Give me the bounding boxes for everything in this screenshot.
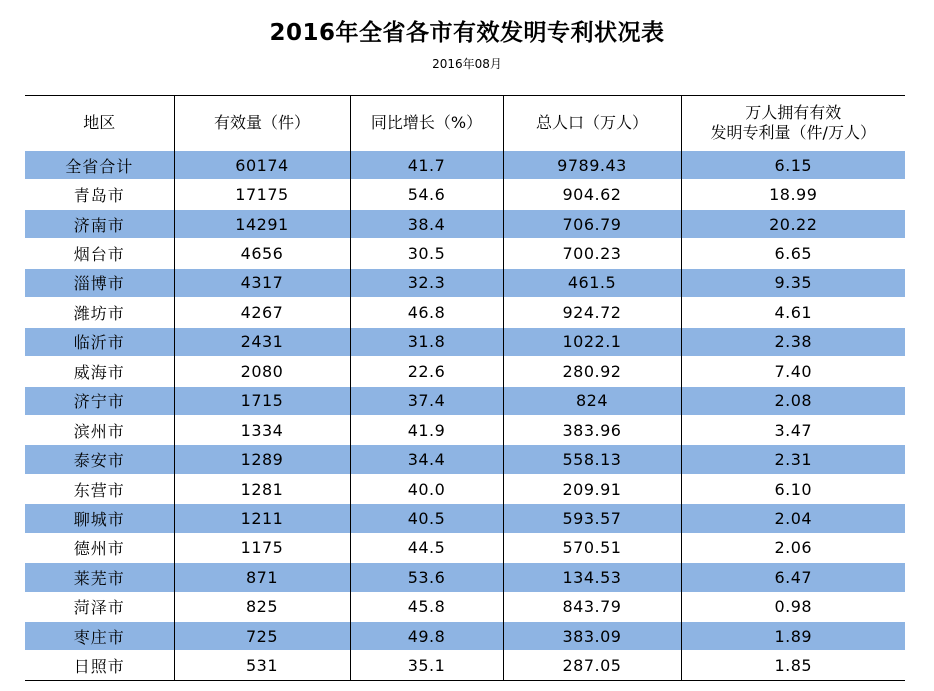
valid-count-cell: 1715: [174, 386, 350, 415]
population-cell: 209.91: [503, 474, 681, 503]
per-capita-cell: 2.06: [681, 533, 905, 562]
per-capita-cell: 6.65: [681, 239, 905, 268]
population-cell: 1022.1: [503, 327, 681, 356]
table-row: [25, 533, 905, 562]
per-capita-cell: 18.99: [681, 180, 905, 209]
region-cell: 潍坊市: [25, 298, 174, 327]
population-cell: 461.5: [503, 268, 681, 297]
table-row: [25, 445, 905, 474]
header-population: 总人口（万人）: [503, 96, 681, 151]
page-subtitle: 2016年08月: [432, 57, 502, 71]
growth-cell: 32.3: [350, 268, 503, 297]
valid-count-cell: 4317: [174, 268, 350, 297]
growth-cell: 31.8: [350, 327, 503, 356]
population-cell: 824: [503, 386, 681, 415]
table-body: [25, 151, 905, 681]
table-row: [25, 651, 905, 680]
region-cell: 济南市: [25, 209, 174, 238]
growth-cell: 49.8: [350, 622, 503, 651]
valid-count-cell: 1211: [174, 504, 350, 533]
region-cell: 临沂市: [25, 327, 174, 356]
growth-cell: 37.4: [350, 386, 503, 415]
growth-cell: 35.1: [350, 651, 503, 680]
valid-count-cell: 531: [174, 651, 350, 680]
growth-cell: 34.4: [350, 445, 503, 474]
per-capita-cell: 20.22: [681, 209, 905, 238]
population-cell: 134.53: [503, 563, 681, 592]
region-cell: 滨州市: [25, 415, 174, 444]
region-cell: 淄博市: [25, 268, 174, 297]
per-capita-cell: 2.31: [681, 445, 905, 474]
population-cell: 558.13: [503, 445, 681, 474]
per-capita-cell: 3.47: [681, 415, 905, 444]
table-row: [25, 357, 905, 386]
region-cell: 德州市: [25, 533, 174, 562]
region-cell: 枣庄市: [25, 622, 174, 651]
growth-cell: 30.5: [350, 239, 503, 268]
valid-count-cell: 4656: [174, 239, 350, 268]
growth-cell: 41.7: [350, 151, 503, 180]
per-capita-cell: 0.98: [681, 592, 905, 621]
table-row: [25, 268, 905, 297]
population-cell: 593.57: [503, 504, 681, 533]
region-cell: 威海市: [25, 357, 174, 386]
patent-table: [25, 95, 905, 681]
header-per-capita-line1: 万人拥有有效: [745, 103, 842, 122]
table-row: [25, 239, 905, 268]
per-capita-cell: 1.89: [681, 622, 905, 651]
region-cell: 济宁市: [25, 386, 174, 415]
region-cell: 全省合计: [25, 151, 174, 180]
table-row: [25, 386, 905, 415]
table-row: [25, 209, 905, 238]
per-capita-cell: 6.47: [681, 563, 905, 592]
region-cell: 青岛市: [25, 180, 174, 209]
table-header-row: [25, 96, 905, 151]
region-cell: 泰安市: [25, 445, 174, 474]
region-cell: 莱芜市: [25, 563, 174, 592]
valid-count-cell: 2431: [174, 327, 350, 356]
valid-count-cell: 2080: [174, 357, 350, 386]
growth-cell: 22.6: [350, 357, 503, 386]
table-row: [25, 504, 905, 533]
valid-count-cell: 825: [174, 592, 350, 621]
header-per-capita-line2: 发明专利量（件/万人）: [710, 123, 876, 142]
growth-cell: 38.4: [350, 209, 503, 238]
per-capita-cell: 9.35: [681, 268, 905, 297]
valid-count-cell: 60174: [174, 151, 350, 180]
growth-cell: 44.5: [350, 533, 503, 562]
population-cell: 904.62: [503, 180, 681, 209]
per-capita-cell: 2.04: [681, 504, 905, 533]
growth-cell: 45.8: [350, 592, 503, 621]
table-row: [25, 151, 905, 180]
valid-count-cell: 14291: [174, 209, 350, 238]
population-cell: 9789.43: [503, 151, 681, 180]
population-cell: 706.79: [503, 209, 681, 238]
growth-cell: 40.0: [350, 474, 503, 503]
per-capita-cell: 2.38: [681, 327, 905, 356]
table-row: [25, 415, 905, 444]
valid-count-cell: 1281: [174, 474, 350, 503]
growth-cell: 54.6: [350, 180, 503, 209]
region-cell: 烟台市: [25, 239, 174, 268]
valid-count-cell: 871: [174, 563, 350, 592]
header-growth: 同比增长（%）: [350, 96, 503, 151]
population-cell: 287.05: [503, 651, 681, 680]
region-cell: 东营市: [25, 474, 174, 503]
header-valid-count: 有效量（件）: [174, 96, 350, 151]
valid-count-cell: 1175: [174, 533, 350, 562]
per-capita-cell: 4.61: [681, 298, 905, 327]
valid-count-cell: 1289: [174, 445, 350, 474]
per-capita-cell: 6.15: [681, 151, 905, 180]
per-capita-cell: 1.85: [681, 651, 905, 680]
population-cell: 280.92: [503, 357, 681, 386]
population-cell: 924.72: [503, 298, 681, 327]
valid-count-cell: 1334: [174, 415, 350, 444]
per-capita-cell: 7.40: [681, 357, 905, 386]
population-cell: 843.79: [503, 592, 681, 621]
valid-count-cell: 725: [174, 622, 350, 651]
population-cell: 383.96: [503, 415, 681, 444]
valid-count-cell: 17175: [174, 180, 350, 209]
growth-cell: 53.6: [350, 563, 503, 592]
growth-cell: 46.8: [350, 298, 503, 327]
table-row: [25, 327, 905, 356]
region-cell: 菏泽市: [25, 592, 174, 621]
header-region: 地区: [83, 113, 116, 132]
region-cell: 聊城市: [25, 504, 174, 533]
table-row: [25, 180, 905, 209]
per-capita-cell: 6.10: [681, 474, 905, 503]
header-per-capita: [681, 96, 905, 151]
table-row: [25, 592, 905, 621]
table-row: [25, 298, 905, 327]
population-cell: 570.51: [503, 533, 681, 562]
table-row: [25, 563, 905, 592]
valid-count-cell: 4267: [174, 298, 350, 327]
population-cell: 383.09: [503, 622, 681, 651]
table-row: [25, 622, 905, 651]
table-row: [25, 474, 905, 503]
population-cell: 700.23: [503, 239, 681, 268]
growth-cell: 41.9: [350, 415, 503, 444]
per-capita-cell: 2.08: [681, 386, 905, 415]
growth-cell: 40.5: [350, 504, 503, 533]
page-title: 2016年全省各市有效发明专利状况表: [269, 20, 665, 46]
region-cell: 日照市: [25, 651, 174, 680]
